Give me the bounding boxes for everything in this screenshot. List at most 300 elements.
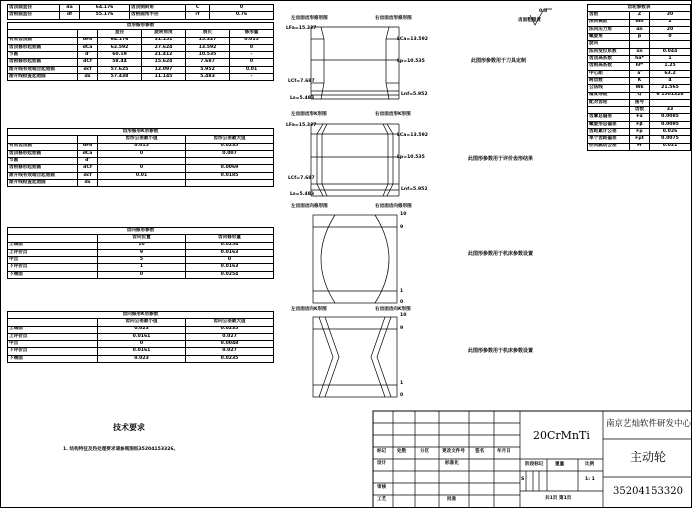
table-cell: 9 bbox=[98, 249, 186, 256]
table-cell: 齿根圆角半径 bbox=[130, 12, 186, 19]
tech-title: 技术要求 bbox=[113, 423, 145, 432]
d2-lfa: LFa=15.327 bbox=[286, 123, 317, 128]
table-row bbox=[8, 150, 274, 157]
table-cell: 齿距累计公差 bbox=[588, 129, 630, 136]
profile-tol-table bbox=[7, 128, 274, 187]
table-cell: - bbox=[230, 52, 274, 59]
tb-sheets: 共1页 第1页 bbox=[545, 496, 572, 501]
table-cell bbox=[186, 180, 274, 187]
table-cell: 齿根修形起始圆 bbox=[8, 59, 78, 66]
table-cell: Fpt bbox=[630, 136, 650, 143]
d4-t9: 9 bbox=[400, 326, 404, 331]
table-cell: df bbox=[60, 12, 80, 19]
table-title-row bbox=[8, 129, 274, 136]
table-cell: 下端面 bbox=[8, 271, 98, 278]
d4-t1: 1 bbox=[400, 381, 404, 386]
table-row bbox=[8, 249, 274, 256]
table-row bbox=[8, 52, 274, 59]
table-cell: 15.624 bbox=[142, 59, 186, 66]
d2-right-title: 右齿面齿形K形图 bbox=[375, 112, 411, 117]
table-row bbox=[588, 26, 691, 33]
table-cell: d' bbox=[78, 158, 98, 165]
table-cell bbox=[8, 235, 98, 242]
tb-scale-val: 1: 1 bbox=[585, 477, 595, 482]
table-cell: 展长 bbox=[186, 30, 230, 37]
tb-part-name: 主动轮 bbox=[630, 450, 667, 464]
tb-h-count: 处数 bbox=[397, 449, 407, 454]
table-cell: 0.0254 bbox=[186, 242, 274, 249]
d3-right-title: 右齿面齿向修形图 bbox=[375, 204, 412, 209]
table-cell: 27.624 bbox=[142, 44, 186, 51]
table-cell: 0.01 bbox=[230, 66, 274, 73]
table-row bbox=[588, 107, 691, 114]
table-row bbox=[8, 12, 274, 19]
table-cell: 0.0163 bbox=[186, 249, 274, 256]
table-cell: 0 bbox=[186, 257, 274, 264]
table-cell: ds bbox=[78, 74, 98, 81]
tb-h-mark: 标记 bbox=[377, 449, 387, 454]
table-cell: 齿顶高系数 bbox=[588, 56, 630, 63]
table-cell: 0.027 bbox=[186, 348, 274, 355]
table-cell bbox=[78, 136, 98, 143]
lead-k-diagram bbox=[313, 315, 397, 399]
table-row bbox=[8, 180, 274, 187]
table-cell: 10 bbox=[98, 242, 186, 249]
table-cell: 6 1501328 bbox=[650, 92, 691, 99]
table-row bbox=[8, 348, 274, 355]
table-row bbox=[588, 99, 691, 106]
profile-tol-body bbox=[8, 129, 274, 187]
table-cell: 渐开线检查起始圆 bbox=[8, 74, 78, 81]
table-row bbox=[8, 143, 274, 150]
table-cell: 齿轮参数表 bbox=[588, 5, 691, 12]
table-cell: 渐开线检查起始圆 bbox=[8, 180, 78, 187]
table-cell bbox=[8, 319, 98, 326]
table-cell: 齿形修形参数 bbox=[8, 23, 274, 30]
table-cell: 0.023 bbox=[98, 326, 186, 333]
table-cell: 0.01 bbox=[98, 172, 186, 179]
d1-ls: Ls=5.483 bbox=[290, 96, 315, 101]
profile-mod-body bbox=[8, 23, 274, 81]
table-cell: 渐开线有效啮合起始圆 bbox=[8, 172, 78, 179]
table-cell: 单个齿距偏差 bbox=[588, 136, 630, 143]
table-row bbox=[588, 85, 691, 92]
d1-lca: LCa=13.592 bbox=[397, 37, 428, 42]
table-cell: 法向压力角 bbox=[588, 26, 630, 33]
table-cell: 有效齿顶圆 bbox=[8, 37, 78, 44]
table-cell: 齿根修形起始圆 bbox=[8, 165, 78, 172]
table-cell: 0.0069 bbox=[186, 165, 274, 172]
table-row bbox=[8, 242, 274, 249]
table-cell: - bbox=[230, 74, 274, 81]
table-cell: Fα bbox=[630, 114, 650, 121]
table-cell: 齿形公差最小值 bbox=[98, 136, 186, 143]
table-cell: K bbox=[630, 77, 650, 84]
table-cell: 齿顶圆直径 bbox=[8, 5, 60, 12]
table-cell: dcf bbox=[78, 66, 98, 73]
table-cell: 0.0235 bbox=[186, 143, 274, 150]
table-cell: dCf bbox=[78, 59, 98, 66]
note-machine-1: 此图形参数用于机床参数设置 bbox=[468, 251, 534, 257]
table-row bbox=[588, 19, 691, 26]
table-cell: 中点 bbox=[8, 341, 98, 348]
table-row bbox=[588, 143, 691, 150]
table-cell: 齿向公差最大值 bbox=[186, 319, 274, 326]
table-cell: 12.097 bbox=[142, 66, 186, 73]
table-cell: C bbox=[186, 5, 210, 12]
table-cell: 0.0254 bbox=[186, 271, 274, 278]
tb-h-zone: 分区 bbox=[420, 449, 430, 454]
table-cell: 精度等级 bbox=[588, 92, 630, 99]
table-cell: 0 bbox=[98, 341, 186, 348]
table-cell: 齿根圆直径 bbox=[8, 12, 60, 19]
table-cell: 55.176 bbox=[80, 12, 130, 19]
table-cell: 58.44 bbox=[98, 59, 142, 66]
table-row bbox=[8, 5, 274, 12]
gear-params-body bbox=[588, 5, 691, 151]
table-cell: 中点 bbox=[8, 257, 98, 264]
table-cell: 11.145 bbox=[142, 74, 186, 81]
table-cell: 0.023 bbox=[98, 355, 186, 362]
lead-mod-table bbox=[7, 227, 274, 279]
table-cell: 33 bbox=[650, 107, 691, 114]
table-cell: 0 bbox=[230, 44, 274, 51]
table-cell bbox=[98, 180, 186, 187]
table-row bbox=[588, 92, 691, 99]
note-eval: 此图形参数用于评价齿形结果 bbox=[468, 156, 534, 162]
table-cell bbox=[650, 41, 691, 48]
table-row bbox=[8, 355, 274, 362]
table-row bbox=[8, 326, 274, 333]
table-header-row bbox=[8, 319, 274, 326]
tb-s-mark: S bbox=[521, 477, 525, 482]
table-cell: 20 bbox=[650, 26, 691, 33]
table-cell: Q bbox=[630, 92, 650, 99]
profile-k-diagram bbox=[311, 120, 401, 200]
d1-lfa: LFa=15.327 bbox=[286, 26, 317, 31]
table-cell: 图号 bbox=[630, 99, 650, 106]
table-row bbox=[588, 48, 691, 55]
d3-t1: 1 bbox=[400, 289, 404, 294]
table-cell: Wk bbox=[630, 85, 650, 92]
tb-check: 审核 bbox=[377, 485, 387, 490]
table-cell: 齿数 bbox=[588, 12, 630, 19]
table-cell: 径向跳动公差 bbox=[588, 143, 630, 150]
table-cell: da bbox=[60, 5, 80, 12]
table-cell: 0.0163 bbox=[186, 264, 274, 271]
table-cell: 0 bbox=[210, 5, 274, 12]
table-cell: mn bbox=[630, 19, 650, 26]
table-cell: 上评价点 bbox=[8, 249, 98, 256]
table-cell: 螺旋形总偏差 bbox=[588, 121, 630, 128]
tb-part-code: 35204153320 bbox=[613, 486, 683, 497]
table-cell: dCf bbox=[78, 165, 98, 172]
table-cell: 下评价点 bbox=[8, 348, 98, 355]
tb-h-date: 年月日 bbox=[497, 449, 511, 454]
table-cell: 30 bbox=[650, 12, 691, 19]
d3-t10: 10 bbox=[400, 212, 407, 217]
table-row bbox=[588, 77, 691, 84]
table-row bbox=[588, 34, 691, 41]
d2-lnf: Lnf=5.952 bbox=[401, 187, 428, 192]
table-cell: 0.007 bbox=[186, 150, 274, 157]
table-cell: 10.535 bbox=[186, 52, 230, 59]
table-cell: 0.0185 bbox=[186, 172, 274, 179]
table-cell bbox=[98, 158, 186, 165]
tb-design: 设计 bbox=[377, 461, 387, 466]
table-cell: 62.592 bbox=[98, 44, 142, 51]
table-cell: 0.76 bbox=[210, 12, 274, 19]
table-cell: 下端面 bbox=[8, 355, 98, 362]
table-row bbox=[8, 341, 274, 348]
table-cell: 60.19 bbox=[98, 52, 142, 59]
table-title-row bbox=[8, 228, 274, 235]
table-cell: 节圆 bbox=[8, 158, 78, 165]
table-row bbox=[8, 257, 274, 264]
tb-approve: 批准 bbox=[447, 497, 457, 502]
lead-tol-body bbox=[8, 312, 274, 363]
d2-left-title: 左齿面齿形K形图 bbox=[291, 112, 327, 117]
table-row bbox=[588, 12, 691, 19]
table-cell: 15.327 bbox=[186, 37, 230, 44]
table-cell: hf* bbox=[630, 63, 650, 70]
note-tool: 此图形参数用于刀具定制 bbox=[471, 58, 527, 64]
table-cell: 21.412 bbox=[142, 52, 186, 59]
table-cell bbox=[186, 158, 274, 165]
gear-params-table bbox=[587, 4, 691, 151]
table-cell: 5.952 bbox=[186, 66, 230, 73]
table-cell: 齿顶修形起始圆 bbox=[8, 150, 78, 157]
table-cell: 57.625 bbox=[98, 66, 142, 73]
table-cell: 0 bbox=[230, 59, 274, 66]
d1-lp: Lp=10.535 bbox=[397, 59, 425, 64]
table-cell: Fβ bbox=[630, 121, 650, 128]
table-cell: Z bbox=[630, 12, 650, 19]
d1-left-title: 左齿面齿形修形图 bbox=[291, 16, 328, 21]
table-row bbox=[8, 333, 274, 340]
table-cell: 0.0095 bbox=[650, 121, 691, 128]
table-cell: 1 bbox=[98, 264, 186, 271]
table-row bbox=[8, 74, 274, 81]
table-row bbox=[8, 172, 274, 179]
table-cell: 2 bbox=[650, 19, 691, 26]
table-cell: 修形量 bbox=[230, 30, 274, 37]
table-cell: 旋转角度 bbox=[142, 30, 186, 37]
table-cell: xn bbox=[630, 48, 650, 55]
table-row bbox=[8, 158, 274, 165]
d2-lp: Lp=10.535 bbox=[397, 155, 425, 160]
table-row bbox=[588, 70, 691, 77]
table-cell: 上评价点 bbox=[8, 333, 98, 340]
profile-mod-table bbox=[7, 22, 274, 81]
table-cell: 齿顶修形起始圆 bbox=[8, 44, 78, 51]
table-cell: 齿向位置 bbox=[98, 235, 186, 242]
table-cell: 齿数 bbox=[630, 107, 650, 114]
table-cell: 旋向 bbox=[588, 41, 630, 48]
table-cell: 0.0085 bbox=[650, 114, 691, 121]
table-cell: d' bbox=[78, 52, 98, 59]
d3-t0: 0 bbox=[400, 300, 404, 305]
table-row bbox=[588, 41, 691, 48]
lead-tol-table bbox=[7, 311, 274, 363]
table-cell: 法向模数 bbox=[588, 19, 630, 26]
title-block bbox=[373, 411, 692, 508]
table-cell: 0.0161 bbox=[98, 333, 186, 340]
table-cell: 0 bbox=[98, 271, 186, 278]
table-title-row bbox=[588, 5, 691, 12]
tb-stage: 阶段标记 bbox=[525, 462, 544, 467]
table-row bbox=[588, 121, 691, 128]
table-cell bbox=[588, 107, 630, 114]
table-row bbox=[588, 63, 691, 70]
table-cell: 上端面 bbox=[8, 326, 98, 333]
table-cell: 齿向公差最小值 bbox=[98, 319, 186, 326]
table-cell: dFa bbox=[78, 37, 98, 44]
table-cell: 渐开线有效啮合起始圆 bbox=[8, 66, 78, 73]
table-cell: dcf bbox=[78, 172, 98, 179]
table-cell: 有效齿顶圆 bbox=[8, 143, 78, 150]
table-row bbox=[8, 271, 274, 278]
table-cell: 齿形修形K形参数 bbox=[8, 129, 274, 136]
table-cell: 下评价点 bbox=[8, 264, 98, 271]
table-cell: Fp bbox=[630, 129, 650, 136]
table-row bbox=[588, 129, 691, 136]
table-cell: 31.151 bbox=[142, 37, 186, 44]
lead-mod-diagram bbox=[313, 213, 397, 305]
table-cell: 0.027 bbox=[186, 333, 274, 340]
table-cell: 0.0235 bbox=[186, 355, 274, 362]
table-cell: 1.25 bbox=[650, 63, 691, 70]
table-cell: 64.176 bbox=[80, 5, 130, 12]
table-cell: β bbox=[630, 34, 650, 41]
table-cell: 配对齿轮 bbox=[588, 99, 630, 106]
table-cell: 齿向修形K形参数 bbox=[8, 312, 274, 319]
table-cell: 节圆 bbox=[8, 52, 78, 59]
table-row bbox=[8, 59, 274, 66]
table-cell: dCa bbox=[78, 44, 98, 51]
d4-left-title: 左齿面齿向K形图 bbox=[291, 307, 327, 312]
table-cell: 5 bbox=[98, 257, 186, 264]
lead-mod-body bbox=[8, 228, 274, 279]
table-row bbox=[8, 66, 274, 73]
table-cell: 0.026 bbox=[650, 129, 691, 136]
tb-scale: 比例 bbox=[585, 462, 595, 467]
table-cell: ds bbox=[78, 180, 98, 187]
table-cell: 0 bbox=[98, 165, 186, 172]
table-cell: 0.044 bbox=[650, 48, 691, 55]
d1-right-title: 右齿面齿形修形图 bbox=[375, 16, 412, 21]
table-row bbox=[8, 44, 274, 51]
table-row bbox=[588, 56, 691, 63]
table-row bbox=[588, 136, 691, 143]
tb-material: 20CrMnTi bbox=[533, 429, 590, 442]
table-row bbox=[8, 165, 274, 172]
table-cell bbox=[8, 136, 78, 143]
top-params-table bbox=[7, 4, 274, 20]
table-cell: 0 bbox=[650, 34, 691, 41]
table-cell: 0.015 bbox=[98, 143, 186, 150]
table-cell: 齿形公差最大值 bbox=[186, 136, 274, 143]
table-cell: 57.438 bbox=[98, 74, 142, 81]
table-cell: 0.0075 bbox=[650, 136, 691, 143]
table-cell: 0 bbox=[98, 150, 186, 157]
d1-lcf: LCf=7.687 bbox=[288, 79, 315, 84]
tb-h-doc: 更改文件号 bbox=[442, 449, 465, 454]
table-cell: 齿向修形参数 bbox=[8, 228, 274, 235]
table-cell: 公法线 bbox=[588, 85, 630, 92]
d1-lnf: Lnf=5.952 bbox=[401, 92, 428, 97]
tech-line: 1. 结构特征及热处理要求请参阅图纸35204153326。 bbox=[63, 447, 179, 452]
table-title-row bbox=[8, 312, 274, 319]
note-machine-2: 此图形参数用于机床参数设置 bbox=[468, 348, 534, 354]
table-row bbox=[588, 114, 691, 121]
table-cell: 齿向修形量 bbox=[186, 235, 274, 242]
table-cell bbox=[8, 30, 78, 37]
table-cell: 0.0161 bbox=[98, 348, 186, 355]
tb-company: 南京艺灿软件研发中心 bbox=[606, 419, 692, 429]
tb-weight: 重量 bbox=[555, 462, 565, 467]
table-cell: 1 bbox=[650, 56, 691, 63]
table-cell: a' bbox=[630, 70, 650, 77]
table-cell: rf bbox=[186, 12, 210, 19]
table-cell: 0.0235 bbox=[186, 326, 274, 333]
d4-right-title: 右齿面齿向K形图 bbox=[375, 307, 411, 312]
table-cell: 齿廓总偏差 bbox=[588, 114, 630, 121]
d3-left-title: 左齿面齿向修形图 bbox=[291, 204, 328, 209]
table-cell: dCa bbox=[78, 150, 98, 157]
table-title-row bbox=[8, 23, 274, 30]
table-header-row bbox=[8, 136, 274, 143]
table-cell bbox=[650, 99, 691, 106]
table-cell bbox=[630, 41, 650, 48]
table-cell: αn bbox=[630, 26, 650, 33]
d3-t9: 9 bbox=[400, 225, 404, 230]
table-cell: 7.687 bbox=[186, 59, 230, 66]
roughness-value: 0.8 bbox=[539, 9, 548, 14]
table-cell: 跨齿数 bbox=[588, 77, 630, 84]
table-cell: 64.176 bbox=[98, 37, 142, 44]
table-cell: 13.592 bbox=[186, 44, 230, 51]
d4-t10: 10 bbox=[400, 313, 407, 318]
profile-mod-diagram bbox=[311, 23, 401, 103]
table-row bbox=[8, 264, 274, 271]
d2-ls: Ls=5.483 bbox=[290, 192, 315, 197]
table-cell: 齿根高系数 bbox=[588, 63, 630, 70]
d2-lca: LCa=13.592 bbox=[397, 133, 428, 138]
table-cell: dFa bbox=[78, 143, 98, 150]
table-cell: Fr bbox=[630, 143, 650, 150]
tb-h-sign: 签名 bbox=[475, 449, 485, 454]
top-params-body bbox=[8, 5, 274, 20]
table-cell: 上端面 bbox=[8, 242, 98, 249]
roughness-label: 齿面粗糙度 bbox=[518, 18, 541, 23]
table-cell: 21.565 bbox=[650, 85, 691, 92]
table-cell: 0.021 bbox=[650, 143, 691, 150]
table-cell: 63.2 bbox=[650, 70, 691, 77]
table-cell: 法向变位系数 bbox=[588, 48, 630, 55]
table-cell: 5.483 bbox=[186, 74, 230, 81]
table-cell: 齿顶倒斜角 bbox=[130, 5, 186, 12]
tb-std: 标准化 bbox=[445, 461, 459, 466]
table-cell: ha* bbox=[630, 56, 650, 63]
table-header-row bbox=[8, 235, 274, 242]
table-cell: 4 bbox=[650, 77, 691, 84]
tb-craft: 工艺 bbox=[377, 497, 387, 502]
table-cell: 0.0048 bbox=[186, 341, 274, 348]
table-cell: 螺旋角 bbox=[588, 34, 630, 41]
table-cell: 中心距 bbox=[588, 70, 630, 77]
table-cell: 直径 bbox=[98, 30, 142, 37]
